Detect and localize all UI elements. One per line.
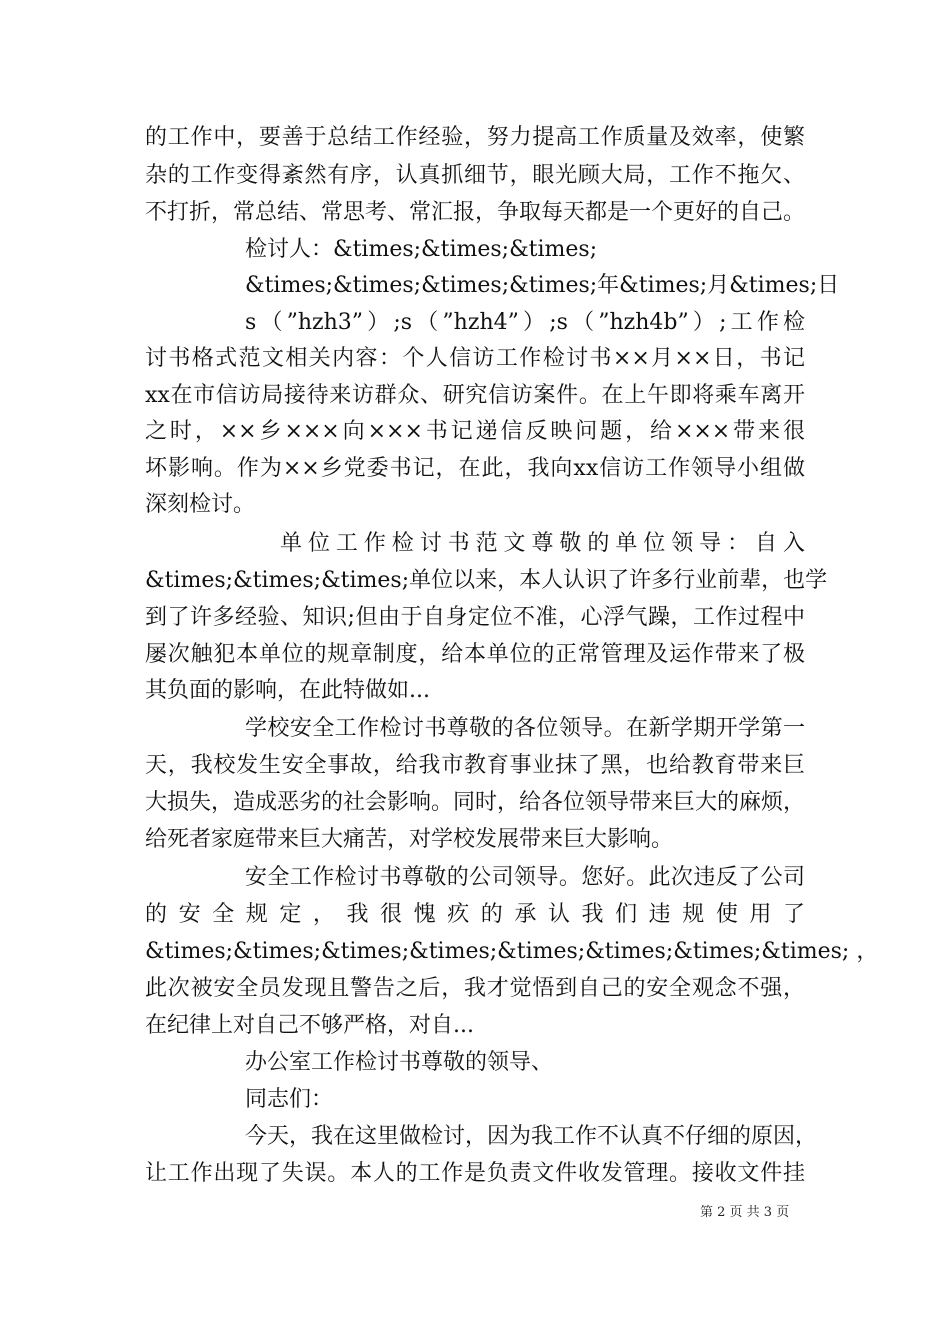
text-line: 杂的工作变得紊然有序，认真抓细节，眼光顾大局，工作不拖欠、 bbox=[145, 163, 805, 188]
text-line: 不打折，常总结、常思考、常汇报，争取每天都是一个更好的自己。 bbox=[145, 200, 806, 225]
text-line: 此次被安全员发现且警告之后，我才觉悟到自己的安全观念不强， bbox=[145, 976, 805, 1001]
text-line: 屡次触犯本单位的规章制度，给本单位的正常管理及运作带来了极 bbox=[145, 642, 805, 667]
text-line: 讨书格式范文相关内容：个人信访工作检讨书××月××日，书记 bbox=[145, 346, 805, 371]
paragraph-heading: 单位工作检讨书范文尊敬的单位领导：自入 bbox=[280, 531, 805, 556]
text-line: 深刻检讨。 bbox=[145, 492, 256, 517]
paragraph-heading: 学校安全工作检讨书尊敬的各位领导。在新学期开学第一 bbox=[245, 716, 805, 741]
paragraph-heading: 安全工作检讨书尊敬的公司领导。您好。此次违反了公司 bbox=[245, 865, 805, 890]
date-line: &times;&times;&times;&times;年&times;月&times;日 bbox=[245, 273, 840, 298]
salutation-line: 同志们： bbox=[245, 1087, 334, 1112]
text-line: 的安全规定，我很愧疚的承认我们违规使用了 bbox=[145, 902, 805, 927]
text-line: 其负面的影响，在此特做如... bbox=[145, 678, 430, 703]
text-line: 坏影响。作为××乡党委书记，在此，我向xx信访工作领导小组做 bbox=[145, 456, 805, 481]
text-line: 给死者家庭带来巨大痛苦，对学校发展带来巨大影响。 bbox=[145, 827, 674, 852]
text-line: 之时，××乡×××向×××书记递信反映问题，给×××带来很 bbox=[145, 419, 805, 444]
text-line: xx在市信访局接待来访群众、研究信访案件。在上午即将乘车离开 bbox=[145, 383, 805, 408]
text-line: s（”hzh3”）;s（”hzh4”）;s（”hzh4b”）;工作检 bbox=[245, 310, 805, 335]
page-number: 第 2 页 共 3 页 bbox=[700, 1205, 790, 1220]
text-line: 让工作出现了失误。本人的工作是负责文件收发管理。接收文件挂 bbox=[145, 1161, 805, 1186]
text-line: 在纪律上对自己不够严格，对自... bbox=[145, 1013, 474, 1038]
text-line: 到了许多经验、知识;但由于自身定位不准，心浮气躁，工作过程中 bbox=[145, 605, 805, 630]
paragraph-heading: 办公室工作检讨书尊敬的领导、 bbox=[245, 1050, 554, 1075]
text-line: 的工作中，要善于总结工作经验，努力提高工作质量及效率，使繁 bbox=[145, 125, 805, 150]
text-line: 天，我校发生安全事故，给我市教育事业抹了黑，也给教育带来巨 bbox=[145, 753, 805, 778]
signature-line: 检讨人：&times;&times;&times; bbox=[245, 237, 598, 262]
text-line: 今天，我在这里做检讨，因为我工作不认真不仔细的原因， bbox=[245, 1124, 818, 1149]
text-line: &times;&times;&times;单位以来，本人认识了许多行业前辈，也学 bbox=[145, 568, 828, 593]
text-line: &times;&times;&times;&times;&times;&times;&times;&times; ， bbox=[145, 939, 879, 964]
text-line: 大损失，造成恶劣的社会影响。同时，给各位领导带来巨大的麻烦， bbox=[145, 790, 806, 815]
